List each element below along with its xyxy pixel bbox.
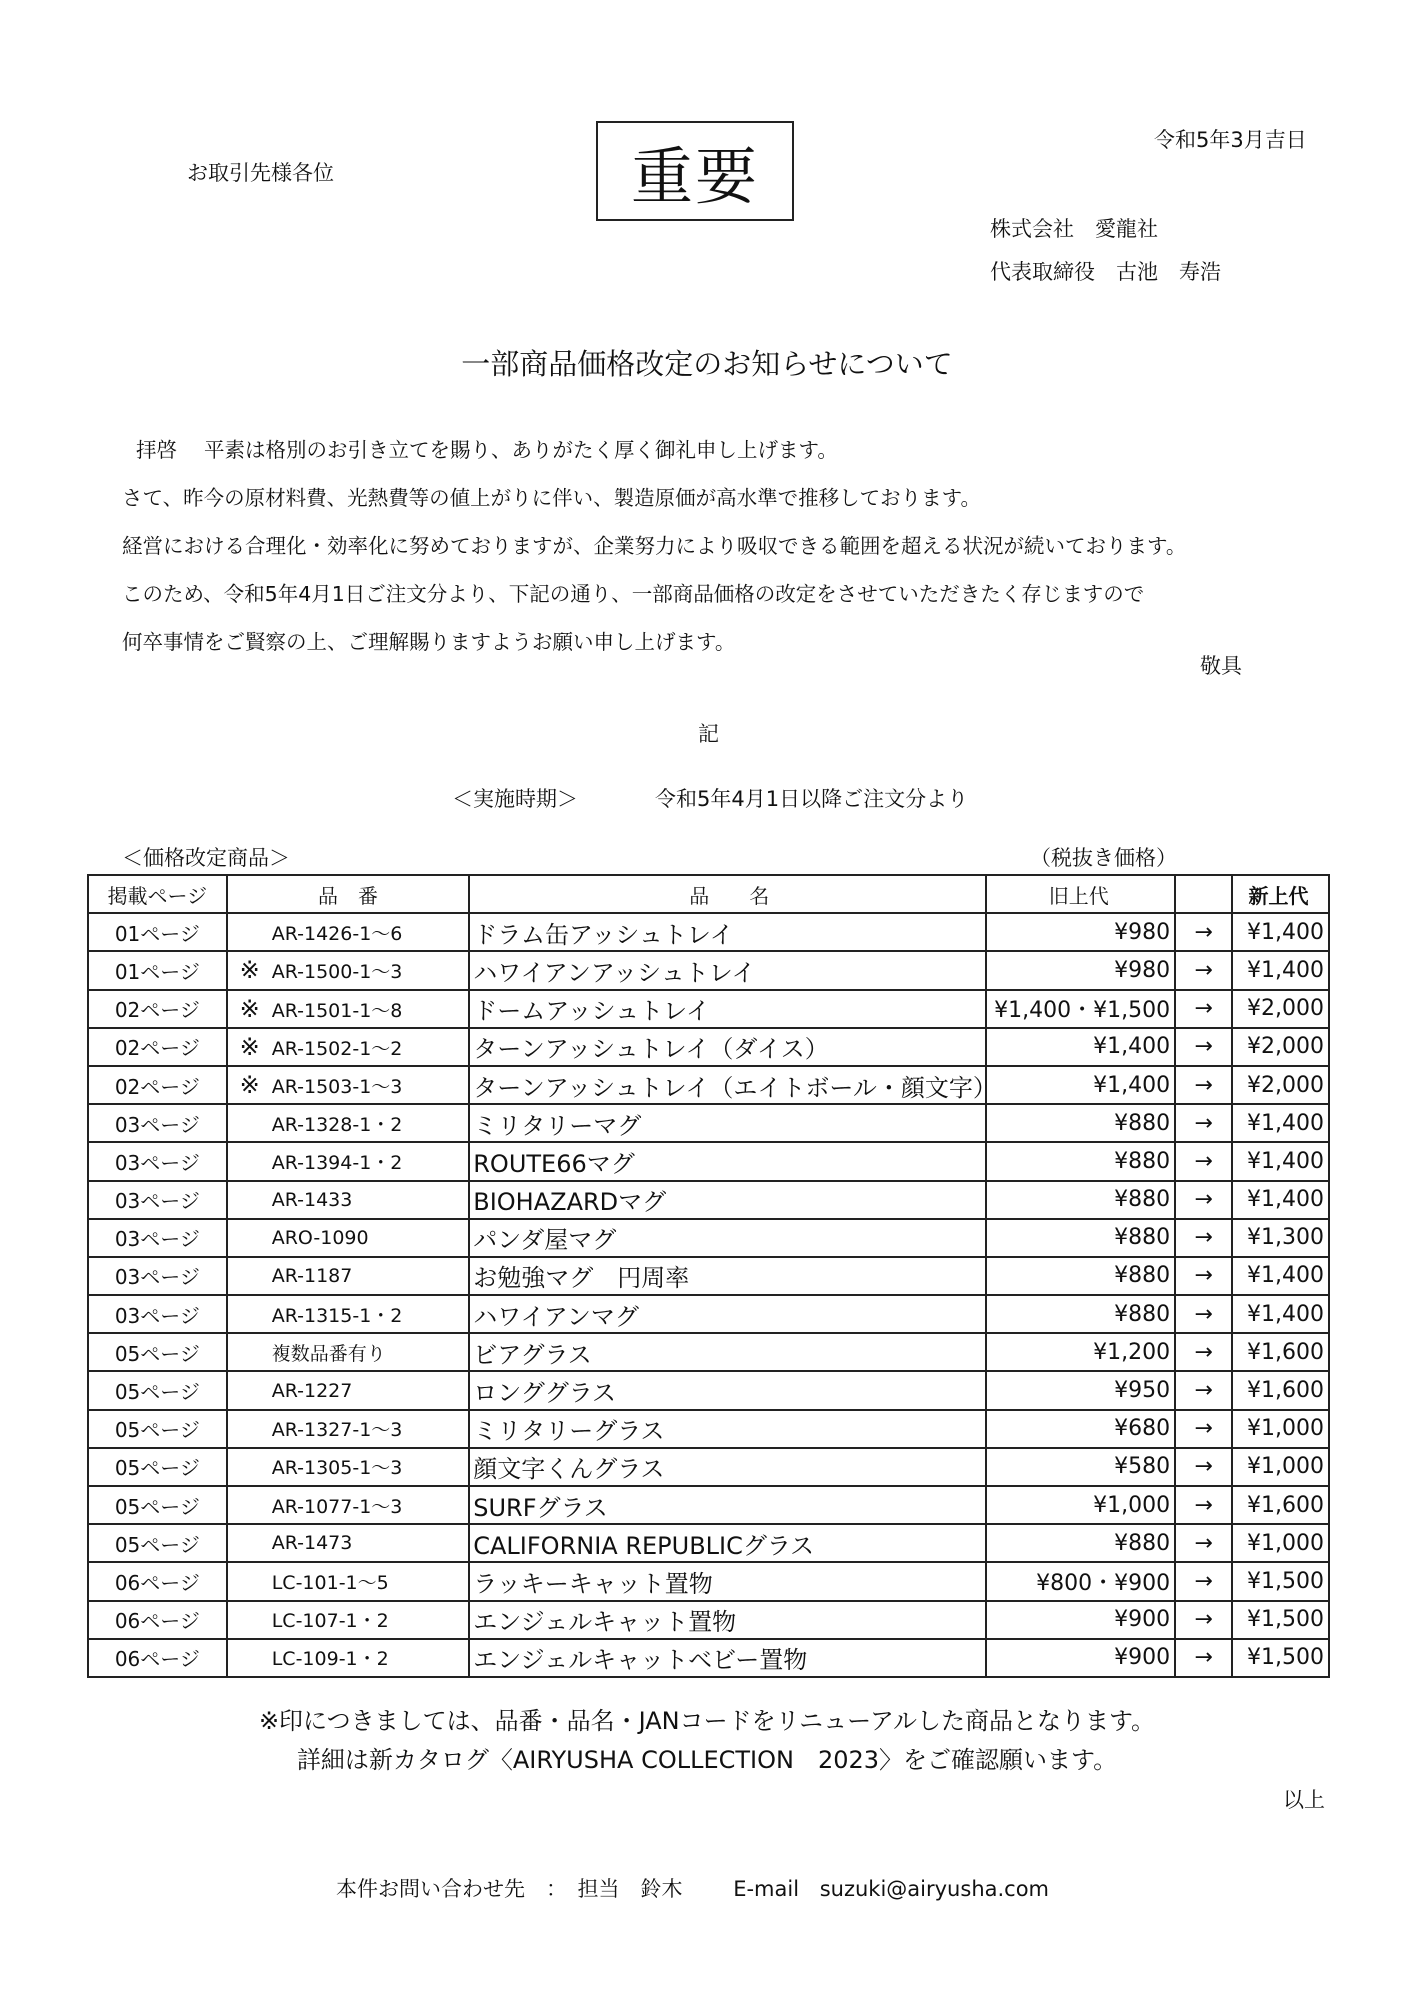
header-page: 掲載ページ [88, 875, 227, 913]
product-code: AR-1077-1～3 [271, 1495, 403, 1518]
stamp-text: 重要 [630, 139, 759, 213]
page-cell: 03ページ [88, 1142, 227, 1180]
table-row [88, 913, 1329, 951]
name-cell: 顔文字くんグラス [469, 1448, 986, 1486]
arrow-cell: → [1175, 951, 1232, 989]
page-cell: 06ページ [88, 1639, 227, 1677]
name-cell: ミリタリーグラス [469, 1410, 986, 1448]
old-price-cell: ¥880 [986, 1104, 1175, 1142]
old-price-cell: ¥1,400・¥1,500 [986, 990, 1175, 1028]
renewal-mark: ※ [239, 1032, 260, 1061]
old-price-cell: ¥580 [986, 1448, 1175, 1486]
old-price-cell: ¥1,400 [986, 1066, 1175, 1104]
body-line: このため、令和5年4月1日ご注文分より、下記の通り、一部商品価格の改定をさせていただきたく存じますので [122, 582, 1145, 606]
product-code: AR-1426-1～6 [271, 922, 403, 945]
arrow-cell: → [1175, 1371, 1232, 1409]
closing-ijou: 以上 [1283, 1788, 1325, 1812]
new-price-cell: ¥1,500 [1232, 1639, 1329, 1677]
code-cell [227, 1219, 470, 1257]
page-cell: 03ページ [88, 1104, 227, 1142]
product-code: AR-1394-1・2 [271, 1151, 403, 1174]
arrow-cell: → [1175, 1295, 1232, 1333]
body-line: 拝啓 平素は格別のお引き立てを賜り、ありがたく厚く御礼申し上げます。 [136, 438, 838, 462]
renewal-mark: ※ [239, 956, 260, 985]
page-cell: 01ページ [88, 951, 227, 989]
arrow-cell: → [1175, 990, 1232, 1028]
arrow-cell: → [1175, 1066, 1232, 1104]
arrow-cell: → [1175, 1601, 1232, 1639]
recipient: お取引先様各位 [187, 161, 334, 185]
arrow-cell: → [1175, 1142, 1232, 1180]
new-price-cell: ¥1,400 [1232, 1104, 1329, 1142]
product-code: AR-1500-1～3 [271, 961, 403, 984]
table-row [88, 1066, 1329, 1104]
code-cell [227, 1104, 470, 1142]
name-cell: エンジェルキャットベビー置物 [469, 1639, 986, 1677]
old-price-cell: ¥880 [986, 1142, 1175, 1180]
product-code: AR-1305-1～3 [271, 1457, 403, 1480]
new-price-cell: ¥2,000 [1232, 990, 1329, 1028]
name-cell: ミリタリーマグ [469, 1104, 986, 1142]
period-label: ＜実施時期＞ [452, 787, 578, 811]
arrow-cell: → [1175, 1639, 1232, 1677]
new-price-cell: ¥1,000 [1232, 1448, 1329, 1486]
code-cell [227, 1448, 470, 1486]
table-row [88, 1601, 1329, 1639]
code-cell [227, 1333, 470, 1371]
arrow-cell: → [1175, 1410, 1232, 1448]
table-row [88, 1333, 1329, 1371]
footnote-renewal: ※印につきましては、品番・品名・JANコードをリニューアルした商品となります。 [258, 1707, 1156, 1735]
name-cell: ドームアッシュトレイ [469, 990, 986, 1028]
new-price-cell: ¥1,400 [1232, 1295, 1329, 1333]
old-price-cell: ¥880 [986, 1219, 1175, 1257]
body-line: 経営における合理化・効率化に努めておりますが、企業努力により吸収できる範囲を超える状況が続いております。 [122, 534, 1187, 558]
email-label: E-mail [733, 1877, 800, 1901]
name-cell: ロンググラス [469, 1371, 986, 1409]
issue-date: 令和5年3月吉日 [1154, 128, 1307, 152]
name-cell: ターンアッシュトレイ（エイトボール・顔文字） [469, 1066, 986, 1104]
header-code: 品 番 [227, 875, 470, 913]
representative: 代表取締役 古池 寿浩 [990, 260, 1221, 284]
page-cell: 02ページ [88, 990, 227, 1028]
code-cell [227, 1066, 470, 1104]
arrow-cell: → [1175, 1104, 1232, 1142]
arrow-cell: → [1175, 1219, 1232, 1257]
company-name: 株式会社 愛龍社 [990, 217, 1158, 241]
new-price-cell: ¥1,300 [1232, 1219, 1329, 1257]
product-code: AR-1502-1～2 [271, 1037, 403, 1060]
code-cell [227, 1562, 470, 1600]
page-cell: 03ページ [88, 1295, 227, 1333]
arrow-cell: → [1175, 1257, 1232, 1295]
arrow-cell: → [1175, 1448, 1232, 1486]
table-row [88, 1028, 1329, 1066]
old-price-cell: ¥980 [986, 913, 1175, 951]
page-cell: 03ページ [88, 1257, 227, 1295]
table-row [88, 1410, 1329, 1448]
header-old-price: 旧上代 [986, 875, 1175, 913]
old-price-cell: ¥1,200 [986, 1333, 1175, 1371]
old-price-cell: ¥880 [986, 1257, 1175, 1295]
contact-label: 本件お問い合わせ先 ： 担当 鈴木 [336, 1877, 683, 1901]
name-cell: お勉強マグ 円周率 [469, 1257, 986, 1295]
code-cell [227, 1295, 470, 1333]
product-code: LC-101-1～5 [271, 1571, 389, 1594]
code-cell [227, 1028, 470, 1066]
old-price-cell: ¥880 [986, 1524, 1175, 1562]
old-price-cell: ¥800・¥900 [986, 1562, 1175, 1600]
new-price-cell: ¥1,600 [1232, 1486, 1329, 1524]
new-price-cell: ¥1,500 [1232, 1601, 1329, 1639]
code-cell [227, 1257, 470, 1295]
body-line: さて、昨今の原材料費、光熱費等の値上がりに伴い、製造原価が高水準で推移しております。 [122, 486, 981, 510]
new-price-cell: ¥1,400 [1232, 951, 1329, 989]
product-code: AR-1328-1・2 [271, 1113, 403, 1136]
name-cell: ラッキーキャット置物 [469, 1562, 986, 1600]
arrow-cell: → [1175, 913, 1232, 951]
page-cell: 05ページ [88, 1448, 227, 1486]
product-code: 複数品番有り [271, 1342, 386, 1365]
new-price-cell: ¥2,000 [1232, 1028, 1329, 1066]
name-cell: ROUTE66マグ [469, 1142, 986, 1180]
page-cell: 05ページ [88, 1371, 227, 1409]
product-code: ARO-1090 [271, 1226, 369, 1249]
name-cell: ハワイアンマグ [469, 1295, 986, 1333]
table-row [88, 1486, 1329, 1524]
name-cell: SURFグラス [469, 1486, 986, 1524]
new-price-cell: ¥1,600 [1232, 1371, 1329, 1409]
code-cell [227, 913, 470, 951]
arrow-cell: → [1175, 1524, 1232, 1562]
product-code: AR-1327-1～3 [271, 1419, 403, 1442]
tax-note: （税抜き価格） [1030, 846, 1177, 870]
new-price-cell: ¥1,600 [1232, 1333, 1329, 1371]
page-cell: 05ページ [88, 1486, 227, 1524]
code-cell [227, 1142, 470, 1180]
renewal-mark: ※ [239, 994, 260, 1023]
arrow-cell: → [1175, 1028, 1232, 1066]
product-code: LC-109-1・2 [271, 1648, 389, 1671]
table-row [88, 1104, 1329, 1142]
old-price-cell: ¥900 [986, 1639, 1175, 1677]
table-row [88, 1562, 1329, 1600]
name-cell: ドラム缶アッシュトレイ [469, 913, 986, 951]
table-row [88, 990, 1329, 1028]
code-cell [227, 1601, 470, 1639]
code-cell [227, 1410, 470, 1448]
page-cell: 05ページ [88, 1524, 227, 1562]
product-code: AR-1473 [271, 1532, 353, 1555]
name-cell: パンダ屋マグ [469, 1219, 986, 1257]
old-price-cell: ¥1,000 [986, 1486, 1175, 1524]
old-price-cell: ¥1,400 [986, 1028, 1175, 1066]
code-cell [227, 990, 470, 1028]
email-address[interactable]: suzuki@airyusha.com [819, 1877, 1050, 1901]
table-row [88, 1257, 1329, 1295]
product-code: AR-1433 [271, 1188, 353, 1211]
price-table [87, 874, 1330, 1678]
page-cell: 06ページ [88, 1601, 227, 1639]
name-cell: ターンアッシュトレイ（ダイス） [469, 1028, 986, 1066]
table-body [88, 913, 1329, 1677]
page-cell: 02ページ [88, 1028, 227, 1066]
page-cell: 03ページ [88, 1181, 227, 1219]
page-cell: 05ページ [88, 1410, 227, 1448]
old-price-cell: ¥900 [986, 1601, 1175, 1639]
old-price-cell: ¥980 [986, 951, 1175, 989]
body-line: 何卒事情をご賢察の上、ご理解賜りますようお願い申し上げます。 [122, 630, 736, 654]
footnote-catalog: 詳細は新カタログ〈AIRYUSHA COLLECTION 2023〉をご確認願います。 [296, 1746, 1118, 1774]
product-code: LC-107-1・2 [271, 1610, 389, 1633]
product-code: AR-1315-1・2 [271, 1304, 403, 1327]
arrow-cell: → [1175, 1333, 1232, 1371]
code-cell [227, 1639, 470, 1677]
name-cell: ビアグラス [469, 1333, 986, 1371]
new-price-cell: ¥1,000 [1232, 1410, 1329, 1448]
code-cell [227, 1181, 470, 1219]
important-stamp [596, 121, 794, 221]
new-price-cell: ¥1,500 [1232, 1562, 1329, 1600]
table-label: ＜価格改定商品＞ [122, 846, 290, 870]
code-cell [227, 1371, 470, 1409]
page-cell: 06ページ [88, 1562, 227, 1600]
document-title: 一部商品価格改定のお知らせについて [461, 347, 953, 381]
page-cell: 01ページ [88, 913, 227, 951]
table-row [88, 1371, 1329, 1409]
code-cell [227, 1524, 470, 1562]
new-price-cell: ¥1,400 [1232, 1142, 1329, 1180]
name-cell: CALIFORNIA REPUBLICグラス [469, 1524, 986, 1562]
contact-line [336, 1873, 1049, 1903]
table-row [88, 1219, 1329, 1257]
code-cell [227, 951, 470, 989]
old-price-cell: ¥880 [986, 1181, 1175, 1219]
new-price-cell: ¥1,400 [1232, 913, 1329, 951]
table-row [88, 1524, 1329, 1562]
table-row [88, 1142, 1329, 1180]
arrow-cell: → [1175, 1486, 1232, 1524]
product-code: AR-1227 [271, 1379, 353, 1402]
table-row [88, 951, 1329, 989]
header-arrow [1175, 875, 1232, 913]
table-row [88, 1181, 1329, 1219]
page-cell: 05ページ [88, 1333, 227, 1371]
old-price-cell: ¥880 [986, 1295, 1175, 1333]
page-cell: 03ページ [88, 1219, 227, 1257]
new-price-cell: ¥1,400 [1232, 1257, 1329, 1295]
arrow-cell: → [1175, 1562, 1232, 1600]
name-cell: エンジェルキャット置物 [469, 1601, 986, 1639]
new-price-cell: ¥1,000 [1232, 1524, 1329, 1562]
name-cell: ハワイアンアッシュトレイ [469, 951, 986, 989]
renewal-mark: ※ [239, 1071, 260, 1100]
product-code: AR-1187 [271, 1264, 353, 1287]
closing-keigu: 敬具 [1200, 654, 1242, 678]
product-code: AR-1503-1～3 [271, 1076, 403, 1099]
table-row [88, 1448, 1329, 1486]
header-new-price: 新上代 [1232, 875, 1329, 913]
code-cell [227, 1486, 470, 1524]
old-price-cell: ¥680 [986, 1410, 1175, 1448]
table-header-row [88, 875, 1329, 913]
table-row [88, 1295, 1329, 1333]
new-price-cell: ¥2,000 [1232, 1066, 1329, 1104]
header-name: 品 名 [469, 875, 986, 913]
page-cell: 02ページ [88, 1066, 227, 1104]
name-cell: BIOHAZARDマグ [469, 1181, 986, 1219]
arrow-cell: → [1175, 1181, 1232, 1219]
table-row [88, 1639, 1329, 1677]
ki-heading: 記 [698, 722, 719, 746]
product-code: AR-1501-1～8 [271, 999, 403, 1022]
period-value: 令和5年4月1日以降ご注文分より [655, 787, 969, 811]
old-price-cell: ¥950 [986, 1371, 1175, 1409]
new-price-cell: ¥1,400 [1232, 1181, 1329, 1219]
